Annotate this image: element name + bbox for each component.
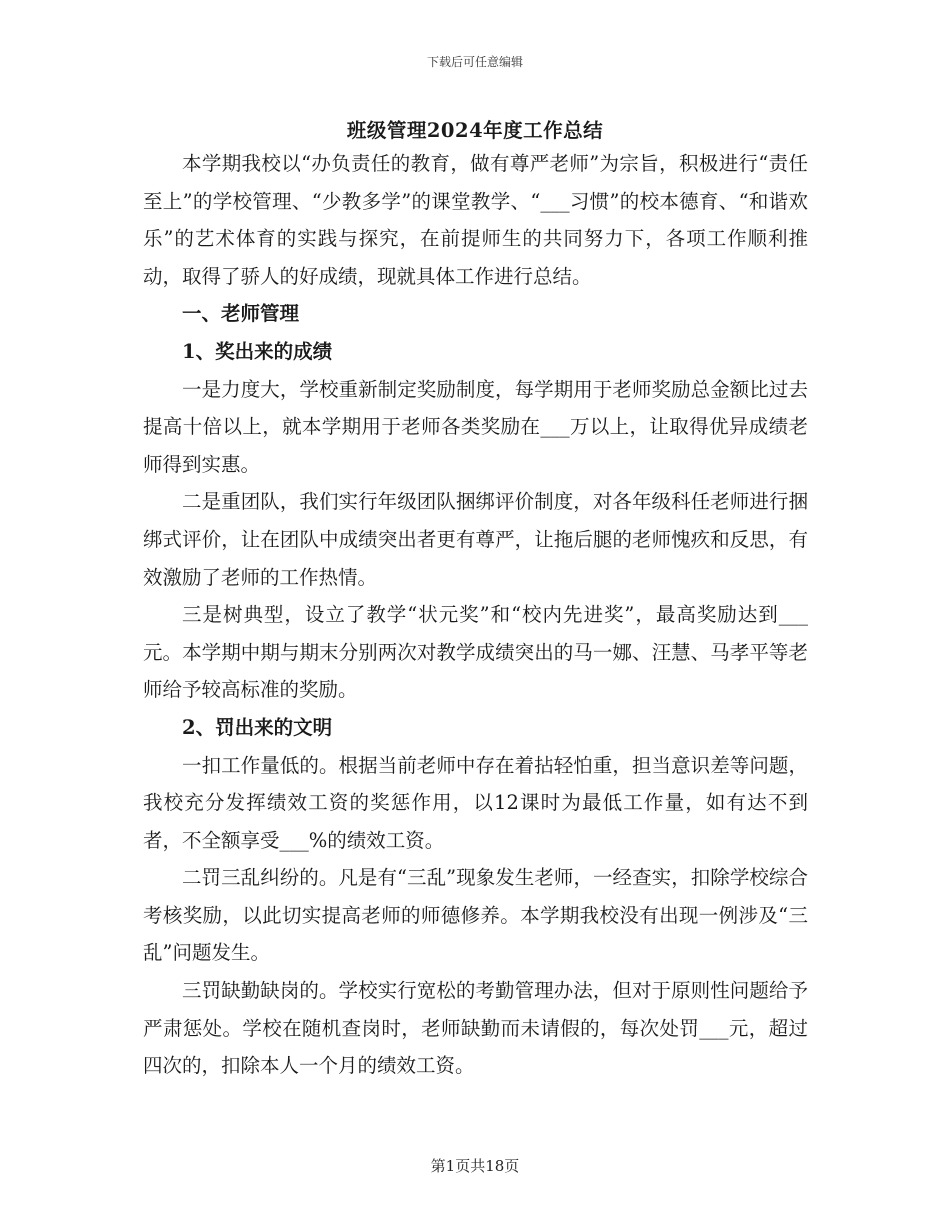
body-paragraph: 一是力度大，学校重新制定奖励制度，每学期用于老师奖励总金额比过去提高十倍以上，就本学期用于老师各类奖励在___万以上，让取得优异成绩老师得到实惠。 (143, 377, 808, 476)
page-number: 第1页共18页 (430, 1157, 520, 1175)
section-heading: 一、老师管理 (182, 302, 300, 326)
body-paragraph: 三是树典型，设立了教学“状元奖”和“校内先进奖”，最高奖励达到___元。本学期中期与期末分别两次对教学成绩突出的马一娜、汪慧、马孝平等老师给予较高标准的奖励。 (143, 603, 808, 702)
document-body (143, 145, 808, 1085)
subsection-heading: 2、罚出来的文明 (182, 715, 333, 739)
document-title: 班级管理2024年度工作总结 (346, 119, 604, 142)
subsection-heading: 1、奖出来的成绩 (182, 339, 333, 363)
header-note: 下载后可任意编辑 (426, 55, 523, 69)
body-paragraph: 一扣工作量低的。根据当前老师中存在着拈轻怕重，担当意识差等问题，我校充分发挥绩效工资的奖惩作用，以12课时为最低工作量，如有达不到者，不全额享受___%的绩效工资。 (143, 753, 808, 852)
body-paragraph: 二是重团队，我们实行年级团队捆绑评价制度，对各年级科任老师进行捆绑式评价，让在团队中成绩突出者更有尊严，让拖后腿的老师愧疚和反思，有效激励了老师的工作热情。 (143, 490, 808, 589)
intro-paragraph: 本学期我校以“办负责任的教育，做有尊严老师”为宗旨，积极进行“责任至上”的学校管理、“少教多学”的课堂教学、“___习惯”的校本德育、“和谐欢乐”的艺术体育的实践与探究，在前提师生的共同努力下，各项工作顺利推动，取得了骄人的好成绩，现就具体工作进行总结。 (143, 152, 808, 288)
body-paragraph: 三罚缺勤缺岗的。学校实行宽松的考勤管理办法，但对于原则性问题给予严肃惩处。学校在随机查岗时，老师缺勤而未请假的，每次处罚___元，超过四次的，扣除本人一个月的绩效工资。 (143, 979, 808, 1078)
body-paragraph: 二罚三乱纠纷的。凡是有“三乱”现象发生老师，一经查实，扣除学校综合考核奖励，以此切实提高老师的师德修养。本学期我校没有出现一例涉及“三乱”问题发生。 (143, 866, 808, 965)
